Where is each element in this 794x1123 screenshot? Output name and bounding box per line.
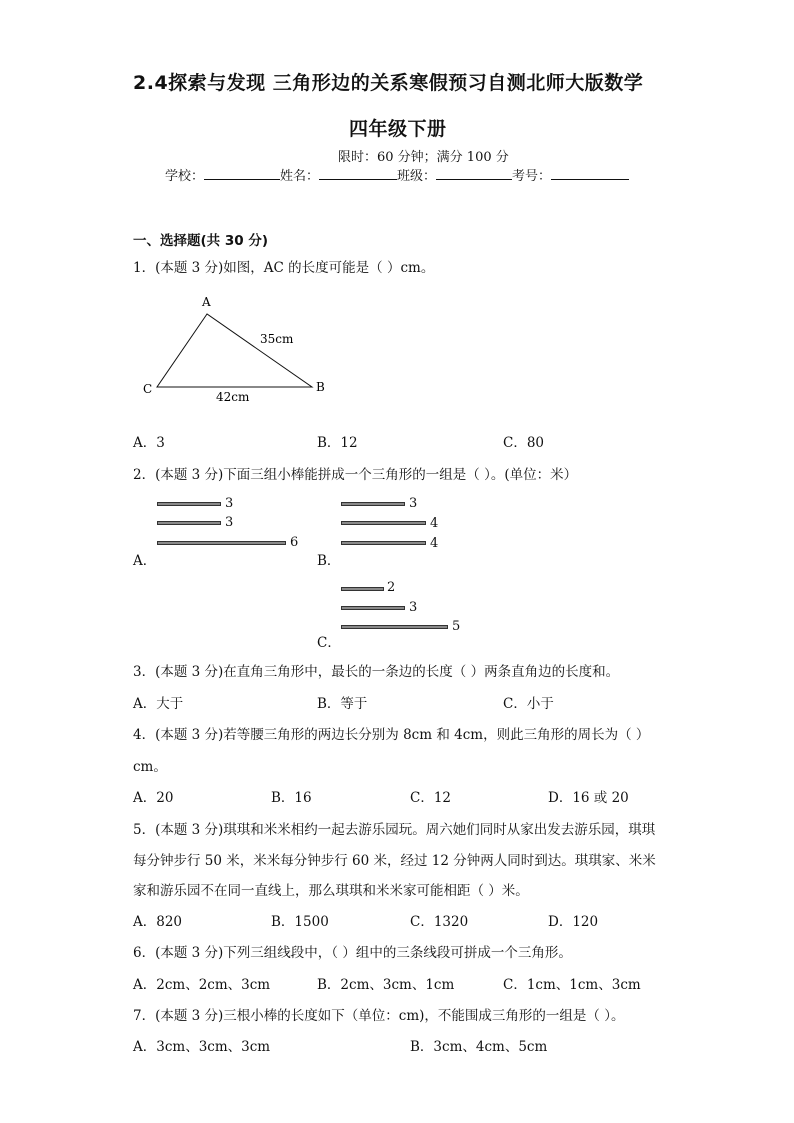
school-label: 学校： [165,169,205,184]
question-5-stem-line3: 家和游乐园不在同一直线上，那么琪琪和米米家可能相距（ ）米。 [133,883,529,899]
page-title-line1: 2.4探索与发现 三角形边的关系寒假预习自测北师大版数学 [133,72,644,94]
q2-option-a[interactable]: A． [133,553,157,569]
question-4-stem-line2: cm。 [133,759,167,775]
q4-option-a[interactable]: A．20 [133,790,174,806]
stick-a2 [157,521,221,525]
class-label: 班级： [397,169,437,184]
question-4-stem-line1: 4．(本题 3 分)若等腰三角形的两边长分别为 8cm 和 4cm，则此三角形的周长为（ ） [133,727,650,743]
q6-option-a[interactable]: A．2cm、2cm、3cm [133,977,271,993]
q3-option-a[interactable]: A．大于 [133,696,184,712]
stick-b1-label: 3 [409,496,418,511]
stick-a3 [157,541,286,545]
question-5-stem-line1: 5．(本题 3 分)琪琪和米米相约一起去游乐园玩。周六她们同时从家出发去游乐园，琪琪 [133,822,656,838]
name-label: 姓名： [280,169,320,184]
question-6-stem: 6．(本题 3 分)下列三组线段中，（ ）组中的三条线段可拼成一个三角形。 [133,945,572,961]
q6-option-b[interactable]: B．2cm、3cm、1cm [317,977,455,993]
exam-no-label: 考号： [512,169,552,184]
vertex-c-label: C [143,382,153,396]
school-blank[interactable] [204,167,280,180]
name-blank[interactable] [319,167,397,180]
section-heading: 一、选择题(共 30 分) [133,233,269,249]
q4-option-b[interactable]: B．16 [271,790,312,806]
q6-option-c[interactable]: C．1cm、1cm、3cm [503,977,641,993]
stick-b2-label: 4 [430,516,439,531]
question-2-stem: 2．(本题 3 分)下面三组小棒能拼成一个三角形的一组是（ ）。(单位：米） [133,467,578,483]
stick-c1-label: 2 [387,580,396,595]
stick-c3-label: 5 [452,619,461,634]
stick-a2-label: 3 [225,515,234,530]
q4-option-c[interactable]: C．12 [410,790,452,806]
q1-option-b[interactable]: B．12 [317,435,358,451]
q1-option-a[interactable]: A．3 [133,435,165,451]
question-7-stem: 7．(本题 3 分)三根小棒的长度如下（单位：cm)，不能围成三角形的一组是（ ）。 [133,1008,625,1024]
q1-option-c[interactable]: C．80 [503,435,545,451]
question-1-stem: 1．(本题 3 分)如图，AC 的长度可能是（ ）cm。 [133,260,435,276]
stick-a3-label: 6 [290,535,299,550]
vertex-b-label: B [316,380,325,394]
page-title-line2: 四年级下册 [349,118,447,140]
stick-b2 [341,521,426,525]
q5-option-c[interactable]: C．1320 [410,914,469,930]
triangle-figure [130,290,330,410]
stick-c2-label: 3 [409,600,418,615]
time-info: 限时：60 分钟；满分 100 分 [338,150,509,165]
q3-option-b[interactable]: B．等于 [317,696,368,712]
stick-b3 [341,541,426,545]
q7-option-a[interactable]: A．3cm、3cm、3cm [133,1039,271,1055]
q5-option-d[interactable]: D．120 [548,914,599,930]
stick-b1 [341,502,405,506]
q5-option-a[interactable]: A．820 [133,914,183,930]
side-cb-label: 42cm [216,390,250,404]
vertex-a-label: A [202,295,211,309]
stick-c1 [341,587,384,591]
q2-option-b[interactable]: B． [317,553,341,569]
q5-option-b[interactable]: B．1500 [271,914,329,930]
stick-c2 [341,606,405,610]
stick-b3-label: 4 [430,536,439,551]
question-3-stem: 3．(本题 3 分)在直角三角形中，最长的一条边的长度（ ）两条直角边的长度和。 [133,664,620,680]
stick-a1 [157,502,221,506]
exam-no-blank[interactable] [551,167,629,180]
stick-a1-label: 3 [225,496,234,511]
q7-option-b[interactable]: B．3cm、4cm、5cm [410,1039,548,1055]
q4-option-d[interactable]: D．16 或 20 [548,790,629,806]
q2-option-c[interactable]: C． [317,635,341,651]
student-info-fields [165,165,629,184]
stick-c3 [341,625,448,629]
class-blank[interactable] [436,167,512,180]
question-5-stem-line2: 每分钟步行 50 米，米米每分钟步行 60 米，经过 12 分钟两人同时到达。琪琪家、米米 [133,853,656,869]
q3-option-c[interactable]: C．小于 [503,696,554,712]
side-ab-label: 35cm [260,332,294,346]
